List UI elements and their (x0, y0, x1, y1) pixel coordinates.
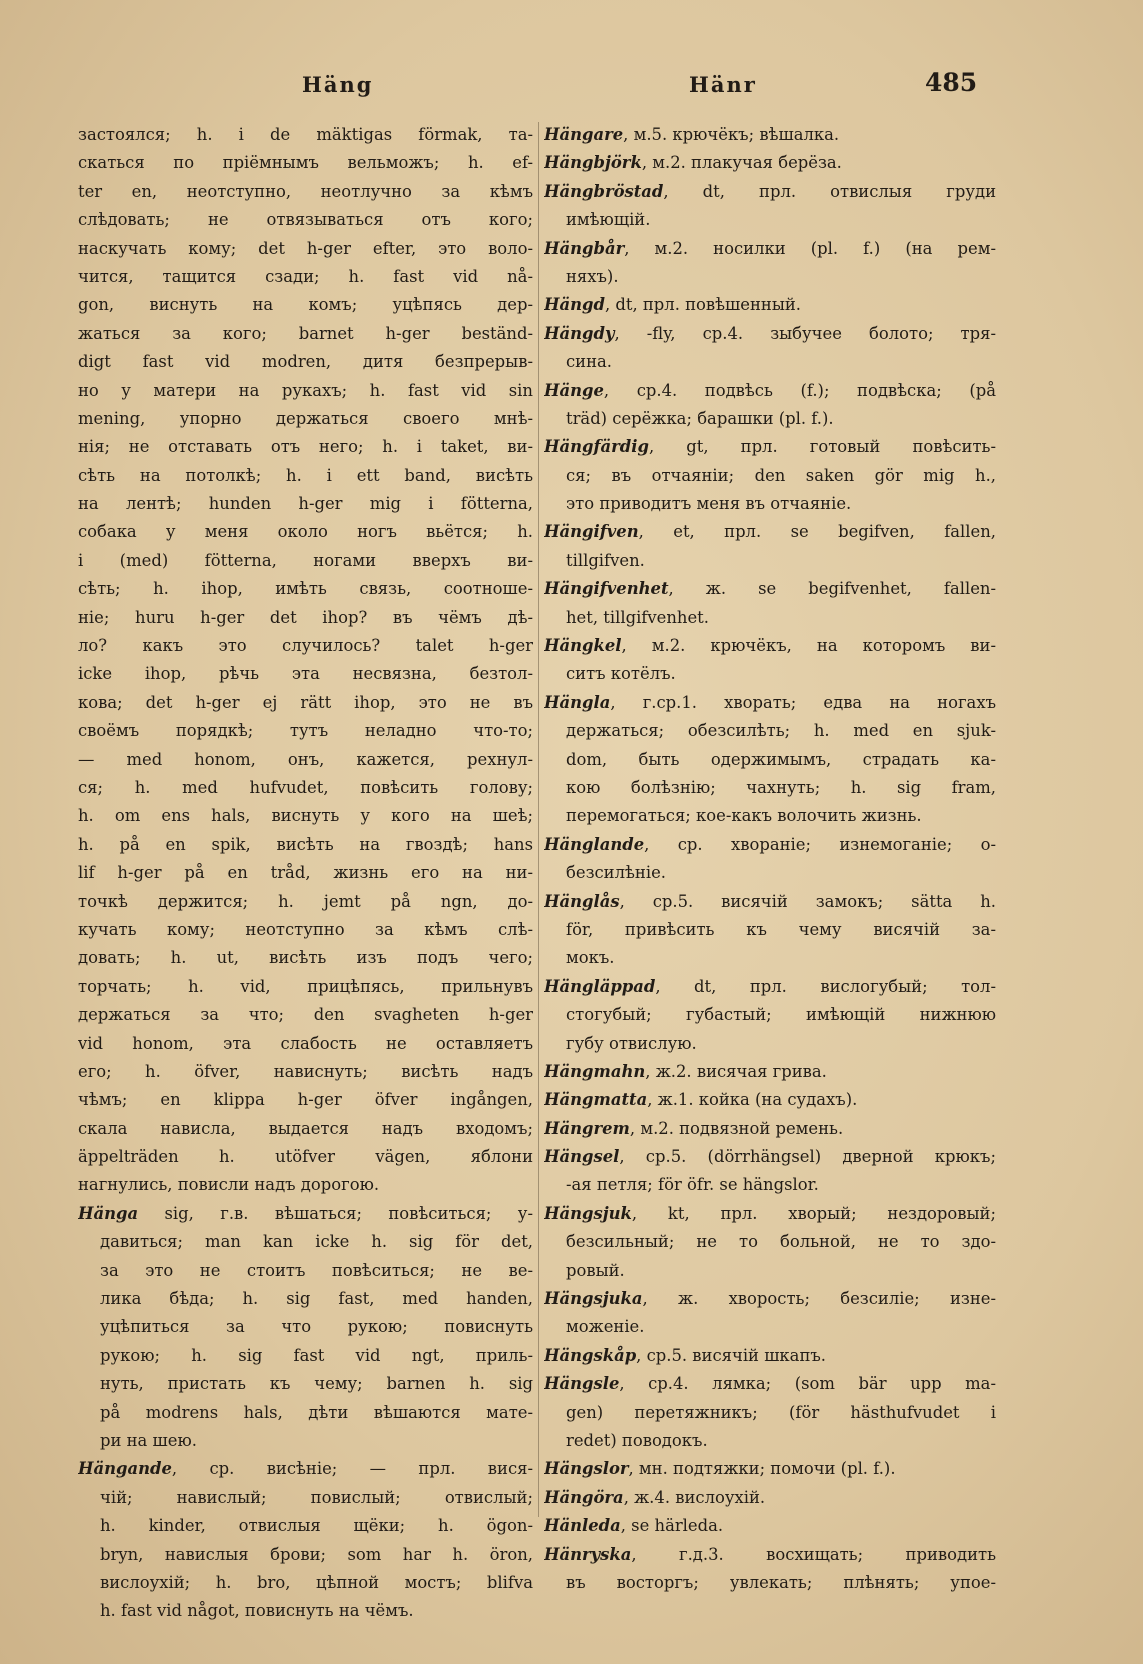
text-line: Hängdy, -fly, ср.4. зыбучее болото; тря- (544, 323, 996, 343)
headword: Hängmatta (544, 1090, 648, 1110)
text-line: träd) серёжка; барашки (pl. f.). (566, 408, 834, 428)
text-line: mening, упорно держаться своего мнѣ- (78, 408, 533, 428)
running-head-right: Hänr (689, 72, 757, 97)
headword: Hängla (544, 692, 611, 712)
text-line: i (med) fötterna, ногами вверхъ ви- (78, 550, 533, 570)
text-line: — med honom, онъ, кажется, рехнул- (78, 749, 533, 769)
text-line: въ восторгъ; увлекать; плѣнять; упое- (566, 1572, 996, 1592)
text-line: безсильный; не то больной, не то здо- (566, 1232, 996, 1252)
text-line: Hängläppad, dt, прл. вислогубый; тол- (544, 976, 996, 996)
text-line: довать; h. ut, висѣть изъ подъ чего; (78, 948, 533, 968)
text-line: чится, тащится сзади; h. fast vid nå- (78, 266, 533, 286)
headword: Hängkel (544, 636, 622, 656)
headword: Hängöra (544, 1487, 624, 1507)
text-line: Hängare, м.5. крючёкъ; вѣшалка. (544, 125, 840, 144)
running-head-left: Häng (302, 72, 374, 97)
headword: Hänga (78, 1203, 139, 1223)
headword: Hängifven (544, 522, 639, 542)
text-line: нія; не отставать отъ него; h. i taket, ви- (78, 437, 533, 457)
text-line: моженіе. (566, 1317, 645, 1337)
headword: Hängmahn (544, 1061, 646, 1081)
text-line: держаться; обезсилѣть; h. med en sjuk- (566, 721, 996, 741)
text-line: Hängifvenhet, ж. se begifvenhet, fallen- (544, 579, 996, 599)
text-line: h. på en spik, висѣть на гвоздѣ; hans (78, 834, 533, 854)
text-line: ло? какъ это случилось? talet h-ger (78, 636, 533, 656)
text-line: сина. (566, 352, 613, 372)
text-line: lif h-ger på en tråd, жизнь его на ни- (78, 863, 533, 883)
text-line: vid honom, эта слабость не оставляетъ (78, 1033, 533, 1053)
text-line: för, привѣсить къ чему висячій за- (566, 919, 996, 939)
headword: Hängbröstad (544, 181, 664, 201)
text-line: äppelträden h. utöfver vägen, яблони (78, 1147, 533, 1167)
text-line: стогубый; губастый; имѣющій нижнюю (566, 1005, 996, 1025)
headword: Hängare (544, 125, 624, 144)
text-line: Hängmatta, ж.1. койка (на судахъ). (544, 1090, 858, 1110)
headword: Hängbjörk (544, 153, 642, 173)
text-line: наскучать кому; det h-ger efter, это воло- (78, 238, 533, 258)
text-line: Hängfärdig, gt, прл. готовый повѣсить- (544, 437, 996, 457)
text-line: på modrens hals, дѣти вѣшаются мате- (100, 1402, 533, 1422)
text-line: лика бѣда; h. sig fast, med handen, (100, 1289, 533, 1309)
text-line: Hängöra, ж.4. вислоухій. (544, 1487, 766, 1507)
text-line: имѣющій. (566, 210, 651, 230)
text-line: сѣть на потолкѣ; h. i ett band, висѣть (78, 465, 533, 485)
text-line: Hängbår, м.2. носилки (pl. f.) (на рем- (544, 238, 996, 258)
headword: Hängdy (544, 323, 615, 343)
text-line: Hänga sig, г.в. вѣшаться; повѣситься; у- (78, 1203, 533, 1223)
text-line: Hängd, dt, прл. повѣшенный. (544, 295, 801, 315)
text-line: скала нависла, выдается надъ входомъ; (78, 1118, 533, 1138)
text-line: ситъ котёлъ. (566, 664, 676, 684)
headword: Hängsel (544, 1147, 620, 1167)
headword: Hängbår (544, 238, 625, 258)
text-line: Hängbröstad, dt, прл. отвислыя груди (544, 181, 996, 201)
text-line: это приводитъ меня въ отчаяніе. (566, 494, 852, 514)
headword: Hänleda (544, 1516, 621, 1536)
text-line: точкѣ держится; h. jemt på ngn, до- (78, 891, 533, 911)
text-line: ровый. (566, 1260, 625, 1280)
headword: Hängd (544, 295, 605, 315)
text-line: кучать кому; неотступно за кѣмъ слѣ- (78, 919, 533, 939)
headword: Hängsjuka (544, 1289, 643, 1309)
text-line: digt fast vid modren, дитя безпрерыв- (78, 352, 533, 372)
headword: Hänglande (544, 834, 645, 854)
text-line: Hängrem, м.2. подвязной ремень. (544, 1118, 844, 1138)
headword: Hängsle (544, 1374, 620, 1394)
text-line: icke ihop, рѣчь эта несвязна, безтол- (78, 664, 533, 684)
text-line: вислоухій; h. bro, цѣпной мостъ; blifva (100, 1572, 533, 1592)
text-line: dom, быть одержимымъ, страдать ка- (566, 749, 996, 769)
text-line: держаться за что; den svagheten h-ger (78, 1005, 533, 1025)
headword: Hänglås (544, 891, 620, 911)
text-line: Hängkel, м.2. крючёкъ, на которомъ ви- (544, 636, 996, 656)
text-line: bryn, навислыя брови; som har h. öron, (100, 1544, 533, 1564)
text-line: gon, виснуть на комъ; уцѣпясь дер- (78, 295, 533, 315)
text-line: Hängla, г.ср.1. хворать; едва на ногахъ (544, 692, 996, 712)
text-line: своёмъ порядкѣ; тутъ неладно что-то; (78, 721, 533, 741)
text-line: застоялся; h. i de mäktigas förmak, та- (78, 125, 533, 144)
text-line: Hängmahn, ж.2. висячая грива. (544, 1061, 827, 1081)
text-line: нуть, пристать къ чему; barnen h. sig (100, 1374, 533, 1394)
text-line: его; h. öfver, нависнуть; висѣть надъ (78, 1061, 533, 1081)
text-line: слѣдовать; не отвязываться отъ кого; (78, 210, 533, 230)
headword: Hängslor (544, 1459, 629, 1479)
text-line: безсилѣніе. (566, 863, 666, 883)
headword: Hängläppad (544, 976, 656, 996)
headword: Hängrem (544, 1118, 630, 1138)
text-line: ся; въ отчаяніи; den saken gör mig h., (566, 465, 996, 485)
text-line: мокъ. (566, 948, 615, 968)
headword: Hängande (78, 1459, 172, 1479)
text-line: ніе; huru h-ger det ihop? въ чёмъ дѣ- (78, 607, 533, 627)
text-line: няхъ). (566, 266, 619, 286)
headword: Hänryska (544, 1544, 632, 1564)
text-line: Hänglås, ср.5. висячій замокъ; sätta h. (544, 891, 996, 911)
text-line: губу отвислую. (566, 1033, 697, 1053)
page-number: 485 (925, 68, 978, 97)
text-line: Hänglande, ср. хвораніе; изнемоганіе; о- (544, 834, 996, 854)
text-line: но у матери на рукахъ; h. fast vid sin (78, 380, 533, 400)
right-column (544, 121, 996, 1597)
left-column (78, 121, 533, 1626)
text-line: чій; навислый; повислый; отвислый; (100, 1487, 533, 1507)
text-line: ри на шею. (100, 1430, 197, 1450)
text-line: сѣть; h. ihop, имѣть связь, соотноше- (78, 579, 533, 599)
headword: Hängifvenhet (544, 579, 669, 599)
text-line: Hängskåp, ср.5. висячій шкапъ. (544, 1345, 827, 1365)
text-line: рукою; h. sig fast vid ngt, приль- (100, 1345, 533, 1365)
text-line: кова; det h-ger ej rätt ihop, это не въ (78, 692, 533, 712)
text-line: Hängifven, et, прл. se begifven, fallen, (544, 522, 996, 542)
text-line: Hängbjörk, м.2. плакучая берёза. (544, 153, 842, 173)
text-line: перемогаться; кое-какъ волочить жизнь. (566, 806, 922, 826)
text-line: ter en, неотступно, неотлучно за кѣмъ (78, 181, 533, 201)
text-line: tillgifven. (566, 550, 645, 570)
text-line: скаться по пріёмнымъ вельможъ; h. ef- (78, 153, 533, 173)
text-line: Hängsjuk, kt, прл. хворый; нездоровый; (544, 1203, 996, 1223)
headword: Hängskåp (544, 1345, 637, 1365)
text-line: redet) поводокъ. (566, 1430, 708, 1450)
text-line: Hänryska, г.д.3. восхищать; приводить (544, 1544, 996, 1564)
text-line: кою болѣзнію; чахнуть; h. sig fram, (566, 777, 996, 797)
text-line: Hänleda, se härleda. (544, 1516, 724, 1536)
headword: Hängfärdig (544, 437, 649, 457)
text-line: Hängsjuka, ж. хворость; безсиліе; изне- (544, 1289, 996, 1309)
text-line: ся; h. med hufvudet, повѣсить голову; (78, 777, 533, 797)
text-line: жаться за кого; barnet h-ger beständ- (78, 323, 533, 343)
text-line: h. fast vid något, повиснуть на чёмъ. (100, 1601, 414, 1621)
text-line: чѣмъ; en klippa h-ger öfver ingången, (78, 1090, 533, 1110)
text-line: за это не стоитъ повѣситься; не ве- (100, 1260, 533, 1280)
text-line: Hängsel, ср.5. (dörrhängsel) дверной крюкъ; (544, 1147, 996, 1167)
text-line: давиться; man kan icke h. sig för det, (100, 1232, 533, 1252)
text-line: на лентѣ; hunden h-ger mig i fötterna, (78, 494, 533, 514)
text-line: h. kinder, отвислыя щёки; h. ögon- (100, 1516, 533, 1536)
text-line: het, tillgifvenhet. (566, 607, 709, 627)
text-line: gen) перетяжникъ; (för hästhufvudet i (566, 1402, 996, 1422)
text-line: h. om ens hals, виснуть у кого на шеѣ; (78, 806, 533, 826)
text-line: -ая петля; för öfr. se hängslor. (566, 1175, 819, 1195)
text-line: Hängsle, ср.4. лямка; (som bär upp ma- (544, 1374, 996, 1394)
text-line: Hänge, ср.4. подвѣсь (f.); подвѣска; (på (544, 380, 996, 400)
column-divider (538, 122, 539, 1517)
text-line: Hängande, ср. висѣніе; — прл. вися- (78, 1459, 533, 1479)
headword: Hängsjuk (544, 1203, 632, 1223)
text-line: уцѣпиться за что рукою; повиснуть (100, 1317, 533, 1337)
text-line: Hängslor, мн. подтяжки; помочи (pl. f.). (544, 1459, 896, 1479)
text-line: нагнулись, повисли надъ дорогою. (78, 1175, 380, 1195)
headword: Hänge (544, 380, 604, 400)
text-line: собака у меня около ногъ вьётся; h. (78, 522, 533, 542)
text-line: торчать; h. vid, прицѣпясь, прильнувъ (78, 976, 533, 996)
